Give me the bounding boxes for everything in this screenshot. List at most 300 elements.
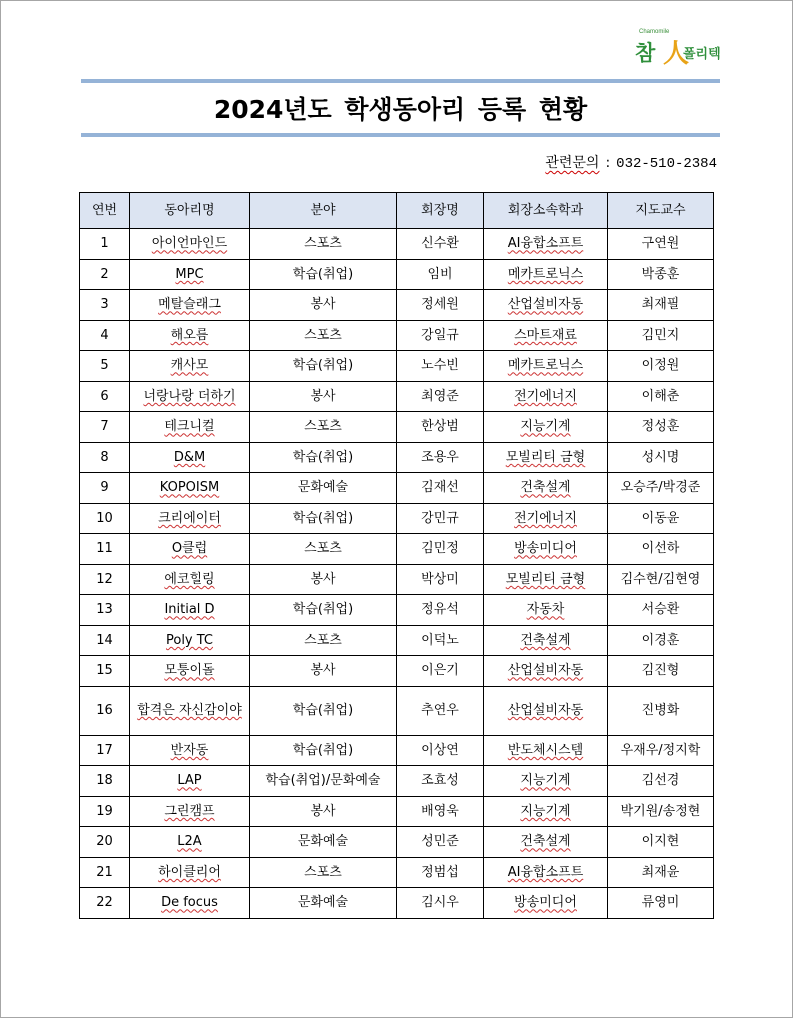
- cell-col-president: [397, 735, 484, 766]
- cell-col-advisor: [608, 888, 714, 919]
- cell-text: 박종훈: [641, 266, 680, 282]
- cell-text: Initial D: [164, 602, 215, 618]
- cell-text: 모빌리티 금형: [505, 449, 586, 465]
- cell-col-field: [250, 351, 397, 382]
- cell-col-club-name: [130, 735, 250, 766]
- cell-col-president: [397, 595, 484, 626]
- cell-col-no: [80, 442, 130, 473]
- cell-col-department: [484, 381, 608, 412]
- cell-col-field: [250, 534, 397, 565]
- cell-text: 학습(취업): [292, 703, 354, 718]
- cell-col-field: [250, 796, 397, 827]
- cell-text: 10: [96, 510, 113, 526]
- cell-col-no: [80, 595, 130, 626]
- cell-col-president: [397, 827, 484, 858]
- cell-text: 스포츠: [304, 236, 342, 252]
- cell-text: 전기에너지: [514, 510, 577, 526]
- cell-col-president: [397, 412, 484, 443]
- cell-col-department: [484, 259, 608, 290]
- cell-col-advisor: [608, 320, 714, 351]
- cell-col-president: [397, 564, 484, 595]
- cell-text: 김진형: [641, 663, 680, 679]
- cell-col-field: [250, 625, 397, 656]
- table-row: [80, 625, 714, 656]
- table-row: [80, 595, 714, 626]
- cell-text: AI융합소프트: [507, 864, 584, 880]
- cell-text: 김민지: [641, 327, 680, 343]
- cell-col-field: [250, 381, 397, 412]
- cell-text: 반자동: [170, 742, 209, 758]
- page-title: 2024년도 학생동아리 등록 현황: [213, 95, 588, 124]
- table-row: [80, 564, 714, 595]
- cell-text: 9: [100, 480, 109, 496]
- cell-col-no: [80, 259, 130, 290]
- cell-col-advisor: [608, 473, 714, 504]
- cell-col-president: [397, 473, 484, 504]
- cell-col-advisor: [608, 412, 714, 443]
- table-row: [80, 656, 714, 687]
- cell-text: 모퉁이돌: [164, 663, 215, 679]
- table-row: [80, 686, 714, 735]
- cell-text: 메탈슬래그: [158, 297, 221, 313]
- cell-text: 정성훈: [641, 419, 680, 435]
- cell-col-department: [484, 534, 608, 565]
- cell-text: 최재필: [641, 297, 680, 313]
- cell-text: 문화예술: [297, 895, 349, 911]
- cell-text: L2A: [177, 834, 202, 850]
- cell-text: 에코힐링: [164, 571, 215, 587]
- header-col-no: 연번: [80, 193, 130, 229]
- cell-text: 메카트로닉스: [507, 358, 584, 374]
- cell-col-club-name: [130, 766, 250, 797]
- table-row: [80, 290, 714, 321]
- cell-col-club-name: [130, 534, 250, 565]
- table-row: [80, 796, 714, 827]
- cell-text: 이정원: [641, 358, 680, 374]
- cell-text: 봉사: [310, 297, 336, 313]
- cell-text: 12: [96, 571, 113, 587]
- cell-col-field: [250, 290, 397, 321]
- cell-col-department: [484, 320, 608, 351]
- cell-text: 진병화: [641, 703, 680, 718]
- cell-col-advisor: [608, 503, 714, 534]
- cell-col-club-name: [130, 320, 250, 351]
- cell-text: 스포츠: [304, 632, 342, 648]
- cell-col-no: [80, 827, 130, 858]
- cell-text: 그린캠프: [164, 803, 215, 819]
- cell-text: 성시명: [641, 449, 680, 465]
- table-row: [80, 381, 714, 412]
- cell-text: D&M: [173, 449, 206, 465]
- cell-col-department: [484, 290, 608, 321]
- contact-info: [545, 152, 717, 172]
- cell-text: 봉사: [310, 803, 336, 819]
- cell-text: 19: [96, 803, 113, 819]
- cell-col-field: [250, 320, 397, 351]
- cell-text: 17: [96, 742, 113, 758]
- cell-col-field: [250, 503, 397, 534]
- cell-text: 학습(취업): [292, 449, 354, 465]
- cell-text: 하이클리어: [158, 864, 221, 880]
- cell-col-advisor: [608, 625, 714, 656]
- cell-col-president: [397, 686, 484, 735]
- club-roster-table: [79, 192, 714, 919]
- cell-col-club-name: [130, 595, 250, 626]
- cell-col-department: [484, 766, 608, 797]
- cell-col-department: [484, 857, 608, 888]
- cell-text: 추연우: [421, 703, 459, 718]
- cell-text: 오승주/박경준: [620, 480, 701, 496]
- cell-col-field: [250, 229, 397, 260]
- cell-text: 이선하: [641, 541, 680, 557]
- cell-col-field: [250, 564, 397, 595]
- cell-col-department: [484, 442, 608, 473]
- cell-col-president: [397, 796, 484, 827]
- cell-col-club-name: [130, 473, 250, 504]
- cell-text: 학습(취업): [292, 266, 354, 282]
- cell-text: 합격은 자신감이야: [137, 703, 242, 718]
- cell-col-department: [484, 656, 608, 687]
- cell-text: 4: [100, 327, 109, 343]
- table-row: [80, 229, 714, 260]
- cell-col-advisor: [608, 686, 714, 735]
- cell-col-club-name: [130, 412, 250, 443]
- cell-col-president: [397, 381, 484, 412]
- cell-text: 봉사: [310, 571, 336, 587]
- cell-text: 너랑나랑 더하기: [143, 388, 236, 404]
- cell-col-no: [80, 229, 130, 260]
- cell-text: 이동윤: [641, 510, 680, 526]
- cell-col-club-name: [130, 351, 250, 382]
- cell-col-no: [80, 381, 130, 412]
- cell-text: 건축설계: [520, 632, 571, 648]
- logo-person-glyph: 人: [663, 39, 690, 69]
- table-row: [80, 320, 714, 351]
- cell-text: 조효성: [421, 773, 459, 789]
- cell-text: 봉사: [310, 388, 336, 404]
- cell-text: 정범섭: [421, 864, 459, 880]
- cell-text: 지능기계: [520, 773, 571, 789]
- cell-col-no: [80, 766, 130, 797]
- cell-col-no: [80, 290, 130, 321]
- institution-logo: [631, 29, 721, 75]
- cell-text: 학습(취업): [292, 358, 354, 374]
- cell-text: Poly TC: [165, 632, 214, 648]
- cell-text: 11: [96, 541, 113, 557]
- table-row: [80, 351, 714, 382]
- cell-text: 이지현: [641, 834, 680, 850]
- cell-text: 1: [100, 236, 109, 252]
- cell-text: 산업설비자동: [507, 297, 584, 313]
- cell-text: 18: [96, 773, 113, 789]
- cell-col-no: [80, 857, 130, 888]
- cell-col-department: [484, 229, 608, 260]
- cell-text: 스포츠: [304, 541, 342, 557]
- cell-text: 정유석: [421, 602, 459, 618]
- cell-col-department: [484, 595, 608, 626]
- cell-text: 7: [100, 419, 109, 435]
- cell-text: 김재선: [421, 480, 459, 496]
- title-band: [81, 79, 720, 137]
- cell-col-no: [80, 796, 130, 827]
- table-row: [80, 473, 714, 504]
- cell-text: 서승환: [641, 602, 680, 618]
- table-row: [80, 857, 714, 888]
- cell-text: 최재윤: [641, 864, 680, 880]
- cell-text: 최영준: [421, 388, 459, 404]
- cell-text: 성민준: [421, 834, 459, 850]
- cell-text: 자동차: [526, 602, 565, 618]
- cell-text: 김수현/김현영: [620, 571, 701, 587]
- header-col-department: 회장소속학과: [484, 193, 608, 229]
- cell-col-advisor: [608, 229, 714, 260]
- header-col-club-name: 동아리명: [130, 193, 250, 229]
- cell-col-club-name: [130, 686, 250, 735]
- cell-col-club-name: [130, 259, 250, 290]
- cell-text: 6: [100, 388, 109, 404]
- cell-text: 14: [96, 632, 113, 648]
- cell-col-field: [250, 686, 397, 735]
- cell-col-no: [80, 412, 130, 443]
- cell-text: 22: [96, 895, 113, 911]
- cell-col-no: [80, 564, 130, 595]
- table-row: [80, 827, 714, 858]
- cell-col-club-name: [130, 857, 250, 888]
- cell-text: 8: [100, 449, 109, 465]
- cell-col-department: [484, 625, 608, 656]
- cell-text: 메카트로닉스: [507, 266, 584, 282]
- cell-text: 박상미: [421, 571, 459, 587]
- cell-col-president: [397, 888, 484, 919]
- cell-text: 13: [96, 602, 113, 618]
- cell-col-no: [80, 625, 130, 656]
- cell-text: 아이언마인드: [151, 236, 228, 252]
- cell-text: 테크니컬: [164, 419, 215, 435]
- cell-col-field: [250, 888, 397, 919]
- cell-col-club-name: [130, 290, 250, 321]
- cell-text: 지능기계: [520, 803, 571, 819]
- cell-col-club-name: [130, 796, 250, 827]
- cell-text: 산업설비자동: [507, 663, 584, 679]
- cell-col-club-name: [130, 381, 250, 412]
- cell-col-advisor: [608, 595, 714, 626]
- cell-text: 16: [96, 703, 113, 718]
- cell-col-club-name: [130, 888, 250, 919]
- cell-col-advisor: [608, 564, 714, 595]
- contact-phone: 032-510-2384: [616, 156, 717, 172]
- header-col-president: 회장명: [397, 193, 484, 229]
- cell-text: 한상범: [421, 419, 459, 435]
- cell-col-department: [484, 796, 608, 827]
- cell-text: 이은기: [421, 663, 459, 679]
- table-body: [80, 229, 714, 919]
- cell-col-advisor: [608, 656, 714, 687]
- cell-text: 모빌리티 금형: [505, 571, 586, 587]
- cell-text: 이해춘: [641, 388, 680, 404]
- cell-text: 전기에너지: [514, 388, 577, 404]
- cell-text: 학습(취업): [292, 742, 354, 758]
- cell-col-president: [397, 442, 484, 473]
- table-row: [80, 534, 714, 565]
- cell-text: 강민규: [421, 510, 459, 526]
- cell-col-field: [250, 412, 397, 443]
- cell-text: KOPOISM: [159, 480, 220, 496]
- cell-text: 문화예술: [297, 834, 349, 850]
- cell-text: 크리에이터: [158, 510, 221, 526]
- cell-col-field: [250, 259, 397, 290]
- cell-text: 지능기계: [520, 419, 571, 435]
- cell-col-department: [484, 686, 608, 735]
- cell-col-field: [250, 766, 397, 797]
- cell-col-department: [484, 473, 608, 504]
- cell-col-field: [250, 827, 397, 858]
- cell-text: 류영미: [641, 895, 680, 911]
- cell-text: 21: [96, 864, 113, 880]
- cell-col-department: [484, 735, 608, 766]
- cell-text: 방송미디어: [514, 541, 577, 557]
- cell-col-advisor: [608, 381, 714, 412]
- cell-col-advisor: [608, 290, 714, 321]
- cell-col-field: [250, 656, 397, 687]
- cell-text: 신수환: [421, 236, 459, 252]
- cell-text: 스포츠: [304, 327, 342, 343]
- cell-text: 반도체시스템: [507, 742, 584, 758]
- cell-col-advisor: [608, 796, 714, 827]
- cell-text: 2: [100, 266, 109, 282]
- cell-text: 박기원/송정현: [620, 803, 701, 819]
- cell-col-no: [80, 351, 130, 382]
- cell-col-department: [484, 564, 608, 595]
- cell-col-club-name: [130, 625, 250, 656]
- cell-col-no: [80, 888, 130, 919]
- cell-text: 20: [96, 834, 113, 850]
- cell-col-no: [80, 534, 130, 565]
- cell-text: 스마트재료: [514, 327, 577, 343]
- logo-rest-text: 폴리텍: [683, 47, 721, 62]
- cell-text: De focus: [161, 895, 218, 911]
- cell-col-president: [397, 351, 484, 382]
- cell-text: 봉사: [310, 663, 336, 679]
- cell-text: 김시우: [421, 895, 459, 911]
- cell-col-no: [80, 503, 130, 534]
- cell-text: 건축설계: [520, 480, 571, 496]
- table-row: [80, 735, 714, 766]
- cell-col-advisor: [608, 766, 714, 797]
- cell-text: 캐사모: [170, 358, 209, 374]
- cell-col-no: [80, 686, 130, 735]
- cell-text: 5: [100, 358, 109, 374]
- cell-text: 우재우/정지학: [620, 742, 701, 758]
- cell-col-field: [250, 735, 397, 766]
- cell-text: 15: [96, 663, 113, 679]
- cell-col-advisor: [608, 351, 714, 382]
- table-row: [80, 259, 714, 290]
- cell-text: 스포츠: [304, 864, 342, 880]
- cell-col-club-name: [130, 656, 250, 687]
- cell-text: O클럽: [171, 541, 208, 557]
- cell-text: 이상연: [421, 742, 459, 758]
- cell-text: 학습(취업): [292, 602, 354, 618]
- table-row: [80, 888, 714, 919]
- cell-text: 김민정: [421, 541, 459, 557]
- cell-col-advisor: [608, 857, 714, 888]
- cell-text: 정세원: [421, 297, 459, 313]
- cell-text: 스포츠: [304, 419, 342, 435]
- cell-col-department: [484, 412, 608, 443]
- cell-col-president: [397, 320, 484, 351]
- table-row: [80, 412, 714, 443]
- cell-text: 임비: [427, 266, 453, 282]
- cell-col-field: [250, 857, 397, 888]
- table-header-row: [80, 193, 714, 229]
- cell-col-no: [80, 473, 130, 504]
- cell-text: 건축설계: [520, 834, 571, 850]
- cell-col-advisor: [608, 442, 714, 473]
- cell-text: 강일규: [421, 327, 459, 343]
- cell-text: 이덕노: [421, 632, 459, 648]
- contact-label: 관련문의: [545, 155, 600, 171]
- cell-text: 구연원: [641, 236, 680, 252]
- cell-col-no: [80, 656, 130, 687]
- cell-col-department: [484, 827, 608, 858]
- cell-col-president: [397, 656, 484, 687]
- cell-col-president: [397, 259, 484, 290]
- contact-separator: :: [605, 155, 611, 171]
- cell-col-club-name: [130, 229, 250, 260]
- cell-text: LAP: [177, 773, 202, 789]
- cell-col-field: [250, 473, 397, 504]
- cell-col-president: [397, 503, 484, 534]
- cell-col-president: [397, 534, 484, 565]
- cell-col-advisor: [608, 827, 714, 858]
- logo-small-text: Chamomile: [639, 29, 670, 35]
- logo-main-text: 참: [635, 41, 655, 65]
- cell-text: 학습(취업): [292, 510, 354, 526]
- cell-col-no: [80, 735, 130, 766]
- cell-text: 산업설비자동: [507, 703, 584, 718]
- cell-col-club-name: [130, 442, 250, 473]
- cell-text: 문화예술: [297, 480, 349, 496]
- cell-text: 이경훈: [641, 632, 680, 648]
- cell-col-president: [397, 857, 484, 888]
- cell-col-advisor: [608, 534, 714, 565]
- cell-text: 배영욱: [421, 803, 459, 819]
- cell-col-no: [80, 320, 130, 351]
- cell-col-president: [397, 766, 484, 797]
- cell-text: 김선경: [641, 773, 680, 789]
- cell-text: 노수빈: [421, 358, 459, 374]
- cell-col-president: [397, 290, 484, 321]
- cell-col-club-name: [130, 564, 250, 595]
- cell-col-field: [250, 442, 397, 473]
- header-col-field: 분야: [250, 193, 397, 229]
- cell-col-field: [250, 595, 397, 626]
- cell-col-president: [397, 625, 484, 656]
- cell-col-advisor: [608, 259, 714, 290]
- cell-col-department: [484, 503, 608, 534]
- table-row: [80, 442, 714, 473]
- cell-text: 해오름: [170, 327, 209, 343]
- cell-col-club-name: [130, 827, 250, 858]
- table-row: [80, 766, 714, 797]
- cell-col-president: [397, 229, 484, 260]
- cell-col-department: [484, 888, 608, 919]
- cell-text: 방송미디어: [514, 895, 577, 911]
- header-col-advisor: 지도교수: [608, 193, 714, 229]
- table-row: [80, 503, 714, 534]
- cell-text: 학습(취업)/문화예술: [265, 773, 381, 789]
- cell-col-department: [484, 351, 608, 382]
